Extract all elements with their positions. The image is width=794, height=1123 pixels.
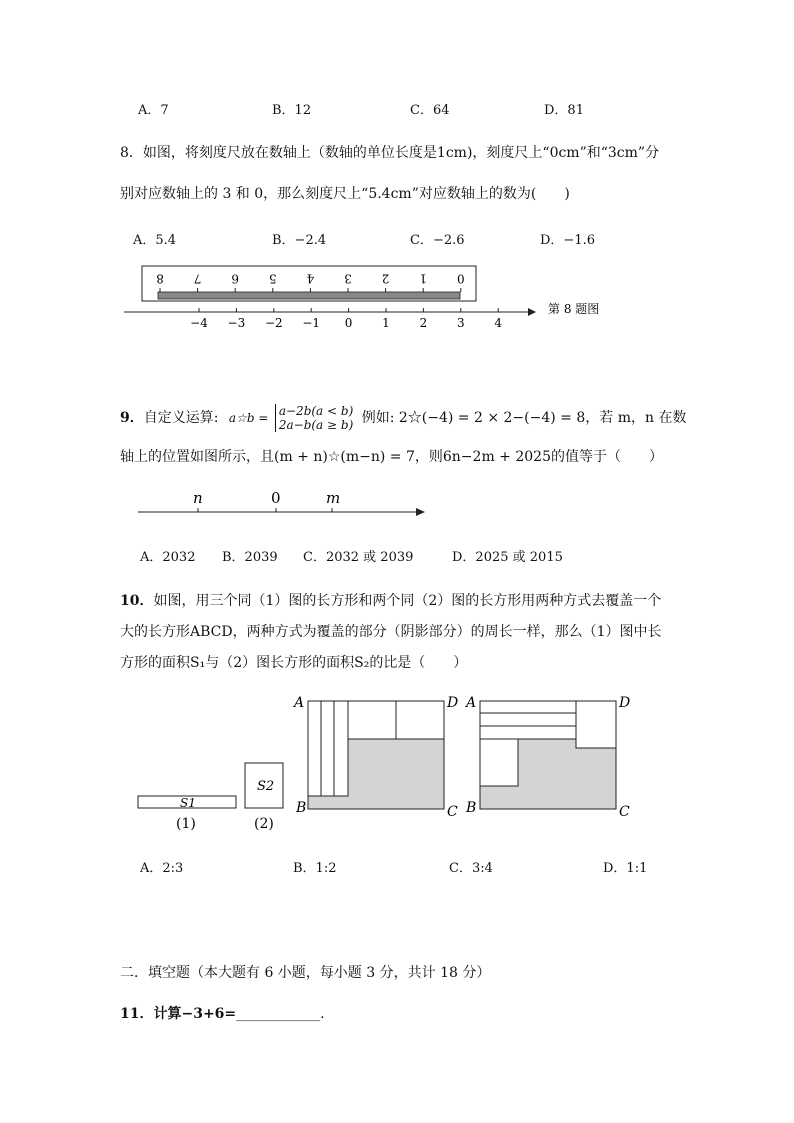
abcd1-label-a: A <box>294 695 305 711</box>
q9-axis-arrow <box>416 508 425 516</box>
axis-tick-label: −2 <box>264 316 283 330</box>
q8-option-b: B．−2.4 <box>272 233 327 248</box>
q9-def-lhs: a☆b = <box>228 411 269 425</box>
abcd-method1 <box>292 695 458 820</box>
ruler-mark-label: 4 <box>306 271 315 286</box>
q11-end: . <box>320 1006 325 1022</box>
q10-number: 10． <box>120 593 154 609</box>
ruler-scale-bar <box>158 292 460 299</box>
q9-line1 <box>120 404 686 440</box>
abcd1-label-d: D <box>447 695 459 711</box>
abcd2-strip-1 <box>480 701 576 713</box>
q9-case2: 2a−b(a ≥ b) <box>278 418 354 432</box>
abcd2-label-c: C <box>619 804 630 820</box>
ruler-mark-label: 6 <box>231 271 240 286</box>
q9-label-0: 0 <box>271 489 281 507</box>
abcd1-strip-1 <box>308 701 321 796</box>
q8-number: 8． <box>120 145 143 161</box>
q9-option-a: A．2032 <box>140 550 196 565</box>
q11-line <box>120 1003 325 1023</box>
q9-line2: 轴上的位置如图所示，且(m + n)☆(m−n) = 7，则6n−2m + 2025的值等于（ ） <box>120 449 663 465</box>
abcd2-strip-2 <box>480 713 576 726</box>
abcd1-strip-3 <box>334 701 348 796</box>
axis-tick-label: 2 <box>419 316 428 330</box>
ruler-mark-label: 8 <box>156 271 164 286</box>
q7-option-c: C．64 <box>410 103 450 118</box>
abcd2-label-d: D <box>619 695 631 711</box>
q9-case1: a−2b(a < b) <box>278 404 354 418</box>
fig2-label-s2: S2 <box>257 779 275 794</box>
fig2-caption: (2) <box>254 816 274 832</box>
q7-option-b: B．12 <box>272 103 312 118</box>
fig1-caption: (1) <box>176 816 196 832</box>
q10-figure <box>130 688 640 838</box>
abcd2-square-2 <box>480 739 518 786</box>
q10-option-b: B．1:2 <box>293 861 337 876</box>
q9-piecewise <box>275 404 353 432</box>
ruler-mark-label: 7 <box>193 271 202 286</box>
q9-label-n: n <box>193 489 203 507</box>
axis-tick-label: −1 <box>302 316 321 330</box>
q9-option-d: D．2025 或 2015 <box>452 550 563 565</box>
axis-tick-label: 0 <box>344 316 353 330</box>
q10-line1 <box>120 590 661 610</box>
abcd2-label-a: A <box>466 695 477 711</box>
q10-option-d: D．1:1 <box>603 861 648 876</box>
q10-option-a: A．2:3 <box>140 861 184 876</box>
ruler-mark-label: 3 <box>344 271 352 286</box>
q8-text-line1 <box>120 142 659 162</box>
q11-answer-blank[interactable]: ____________ <box>236 1006 321 1022</box>
abcd1-shaded-strip <box>308 796 348 809</box>
abcd-method2 <box>464 695 630 820</box>
q7-option-a: A．7 <box>138 103 169 118</box>
q9-label-m: m <box>326 489 341 507</box>
q9-example: 例如: 2☆(−4) = 2 × 2−(−4) = 8，若 m，n 在数 <box>361 410 687 426</box>
ruler-mark-label: 1 <box>419 271 428 286</box>
axis-tick-label: −3 <box>227 316 246 330</box>
abcd1-shaded-region <box>348 739 444 809</box>
abcd1-label-c: C <box>447 804 458 820</box>
axis-tick-label: 4 <box>494 316 503 330</box>
abcd1-square-1 <box>348 701 396 739</box>
q8-ruler-figure <box>120 260 610 340</box>
q9-option-b: B．2039 <box>222 550 278 565</box>
q7-option-d: D．81 <box>544 103 584 118</box>
axis-tick-label: 1 <box>382 316 390 330</box>
fig1-label-s1: S1 <box>180 796 196 810</box>
q8-option-a: A．5.4 <box>133 233 177 248</box>
axis-tick-label: 3 <box>456 316 465 330</box>
q9-option-c: C．2032 或 2039 <box>303 550 414 565</box>
q10-line2: 大的长方形ABCD，两种方式为覆盖的部分（阴影部分）的周长一样，那么（1）图中长 <box>120 624 662 640</box>
q8-line2: 别对应数轴上的 3 和 0，那么刻度尺上“5.4cm”对应数轴上的数为( ) <box>120 186 570 202</box>
q8-option-c: C．−2.6 <box>410 233 465 248</box>
ruler-mark-label: 0 <box>456 271 465 286</box>
q9-intro: 自定义运算: <box>143 410 219 426</box>
q10-option-c: C．3:4 <box>449 861 493 876</box>
number-line-arrow <box>528 308 536 316</box>
q10-line1-text: 如图，用三个同（1）图的长方形和两个同（2）图的长方形用两种方式去覆盖一个 <box>153 593 662 609</box>
q10-line3: 方形的面积S₁与（2）图长方形的面积S₂的比是（ ） <box>120 655 468 671</box>
abcd1-square-2 <box>396 701 444 739</box>
abcd2-strip-3 <box>480 726 576 739</box>
q11-text: 11．计算−3+6= <box>120 1006 237 1022</box>
number-line-ticks <box>190 308 502 330</box>
ruler-mark-label: 5 <box>268 271 277 286</box>
ruler-mark-label: 2 <box>381 271 390 286</box>
abcd2-label-b: B <box>466 800 477 816</box>
axis-tick-label: −4 <box>190 316 208 330</box>
section2-heading: 二．填空题（本大题有 6 小题，每小题 3 分，共计 18 分） <box>120 965 491 981</box>
abcd1-label-b: B <box>296 800 307 816</box>
q9-number-line <box>130 486 440 522</box>
q9-number: 9． <box>120 410 144 426</box>
q8-figure-caption: 第 8 题图 <box>548 302 600 316</box>
q8-option-d: D．−1.6 <box>540 233 595 248</box>
abcd1-strip-2 <box>321 701 334 796</box>
abcd2-square-1 <box>576 701 616 748</box>
q8-line1: 如图，将刻度尺放在数轴上（数轴的单位长度是1cm)，刻度尺上“0cm”和“3cm”分 <box>142 145 660 161</box>
